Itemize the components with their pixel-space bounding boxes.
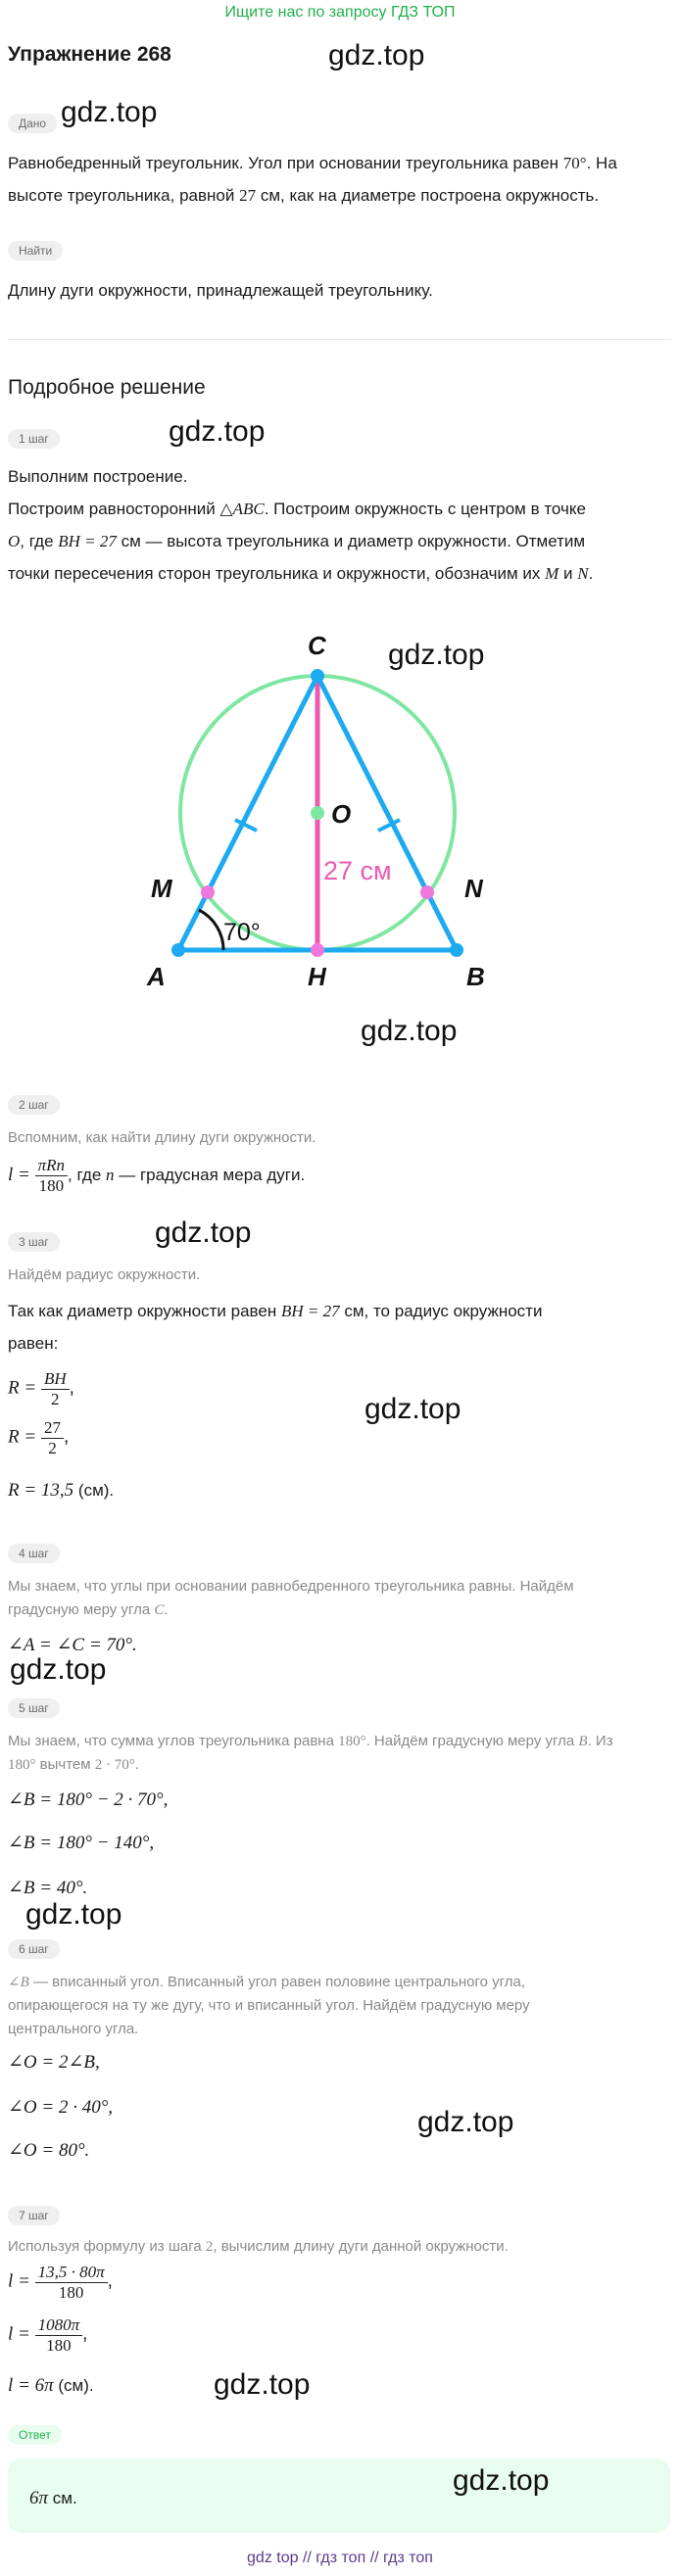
page-title: Упражнение 268 [8, 43, 171, 66]
step-2-formula: l = $\frac{\text{πRn}}{180}$ , где n — градусная мера дуги. [8, 1156, 306, 1195]
step-6-formula-3: ∠O = 80°. [8, 2140, 90, 2161]
step-2-lead: Вспомним, как найти длину дуги окружности. [8, 1129, 316, 1146]
step-1-tag: 1 шаг [8, 429, 60, 449]
watermark: gdz.top [361, 1015, 458, 1047]
answer-text: 6π см. [29, 2488, 77, 2508]
label-n: N [464, 874, 483, 903]
step-4-lead: Мы знаем, что углы при основании равнобедренного треугольника равны. Найдём градусную меру угла C. [8, 1578, 574, 1618]
label-m: M [151, 874, 172, 903]
label-b: B [466, 962, 485, 991]
watermark: gdz.top [417, 2106, 514, 2138]
point-o [311, 806, 324, 820]
step-6-tag: 6 шаг [8, 1939, 60, 1959]
find-text: Длину дуги окружности, принадлежащей треугольнику. [8, 281, 433, 300]
label-h: H [308, 962, 326, 991]
watermark: gdz.top [328, 39, 425, 72]
step-7-formula-2: l = $\frac{1080\pi}{180}$ , [8, 2315, 88, 2355]
given-text: Равнобедренный треугольник. Угол при основании треугольника равен 70°. На высоте треугольника, равной 27 см, как на диаметре построена окружность. [8, 154, 617, 205]
top-banner: Ищите нас по запросу ГДЗ ТОП [224, 4, 456, 21]
step-3-text: Так как диаметр окружности равен BH = 27 см, то радиус окружности равен: [8, 1302, 543, 1353]
step-5-formula-2: ∠B = 180° − 140°, [8, 1833, 155, 1853]
solution-title: Подробное решение [8, 376, 206, 399]
answer-tag: Ответ [8, 2425, 62, 2445]
find-tag: Найти [8, 241, 63, 261]
step-2-tag: 2 шаг [8, 1095, 60, 1115]
watermark: gdz.top [364, 1393, 461, 1425]
point-b [450, 943, 463, 957]
height-label: 27 см [323, 856, 392, 885]
step-1-lead: Выполним построение. [8, 467, 188, 486]
watermark: gdz.top [169, 415, 266, 448]
point-n [420, 885, 434, 899]
divider [8, 339, 670, 340]
footer-links[interactable]: gdz top // гдз топ // гдз топ [247, 2550, 433, 2566]
watermark: gdz.top [155, 1216, 252, 1249]
step-7-formula-1: l = $\frac{13,5 \cdot 80\pi}{180}$ , [8, 2263, 113, 2302]
step-7-formula-3: l = 6π (см). [8, 2375, 94, 2396]
step-6-lead: ∠B — вписанный угол. Вписанный угол равен половине центрального угла, опирающегося на ту же дугу, что и вписанный угол. Найдём градусную меру центрального угла. [8, 1974, 530, 2037]
step-5-tag: 5 шаг [8, 1698, 60, 1718]
label-c: C [308, 631, 326, 660]
step-5-formula-3: ∠B = 40°. [8, 1878, 88, 1898]
watermark: gdz.top [453, 2464, 550, 2497]
step-7-lead: Используя формулу из шага 2, вычислим длину дуги данной окружности. [8, 2238, 509, 2255]
point-h [311, 943, 324, 957]
step-6-formula-2: ∠O = 2 · 40°, [8, 2097, 114, 2118]
angle-label: 70° [223, 919, 261, 946]
step-3-formula-1: R = $\frac{BH}{2}$ , [8, 1369, 74, 1408]
triangle-circle-diagram [0, 568, 680, 999]
watermark: gdz.top [388, 639, 485, 671]
point-m [201, 885, 215, 899]
watermark: gdz.top [61, 96, 158, 128]
step-3-tag: 3 шаг [8, 1232, 60, 1252]
given-tag: Дано [8, 114, 57, 133]
step-5-formula-1: ∠B = 180° − 2 · 70°, [8, 1789, 169, 1810]
step-3-lead: Найдём радиус окружности. [8, 1266, 201, 1283]
step-7-tag: 7 шаг [8, 2206, 60, 2225]
label-o: O [331, 799, 352, 829]
watermark: gdz.top [214, 2368, 311, 2401]
step-5-lead: Мы знаем, что сумма углов треугольника равна 180°. Найдём градусную меру угла B. Из 180° вычтем 2 · 70°. [8, 1733, 613, 1773]
step-3-formula-2: R = $\frac{27}{2}$ , [8, 1418, 70, 1457]
angle-arc [199, 910, 223, 950]
point-c [311, 669, 324, 683]
step-1-text: Построим равносторонний △ABC. Построим окружность с центром в точке O, где BH = 27 см — высота треугольника и диаметр окружности. Отметим точки пересечения сторон треугольника и окружности, обозначим их M и N. [8, 500, 594, 583]
step-4-tag: 4 шаг [8, 1544, 60, 1563]
watermark: gdz.top [10, 1653, 107, 1686]
answer-box [8, 2458, 670, 2533]
step-3-formula-3: R = 13,5 (см). [8, 1480, 115, 1501]
step-6-formula-1: ∠O = 2∠B, [8, 2052, 100, 2073]
point-a [171, 943, 185, 957]
label-a: A [147, 962, 166, 991]
step-4-formula: ∠A = ∠C = 70°. [8, 1635, 137, 1655]
watermark: gdz.top [25, 1898, 122, 1931]
